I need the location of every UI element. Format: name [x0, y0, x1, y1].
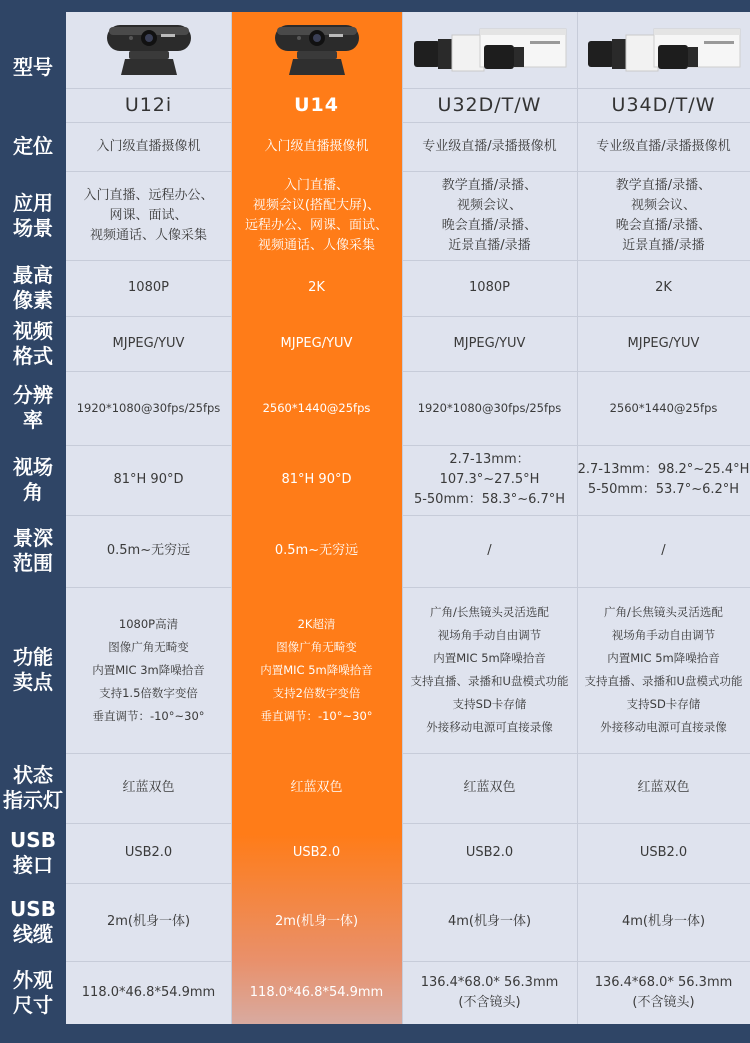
- header-band: [66, 0, 231, 12]
- cell-resolution: 1920*1080@30fps/25fps: [417, 401, 562, 415]
- row-label-indicator: 状态 指示灯: [3, 763, 63, 812]
- row-divider: [577, 515, 750, 516]
- row-divider: [402, 515, 577, 516]
- row-divider: [231, 316, 402, 317]
- row-divider: [402, 260, 577, 261]
- row-divider: [577, 445, 750, 446]
- row-divider: [231, 445, 402, 446]
- row-divider: [402, 171, 577, 172]
- row-divider: [577, 171, 750, 172]
- box-camera-image: [577, 12, 750, 88]
- cell-usb-cable: 2m(机身一体): [274, 914, 359, 929]
- row-divider: [66, 961, 231, 962]
- row-divider: [66, 753, 231, 754]
- cell-dof: 0.5m~无穷远: [106, 543, 191, 558]
- cell-fov: 2.7-13mm：107.3°~27.5°H 5-50mm：58.3°~6.7°H: [413, 452, 566, 507]
- row-label-dof: 景深 范围: [13, 526, 53, 575]
- row-divider: [577, 260, 750, 261]
- row-divider: [66, 371, 231, 372]
- cell-max-pixel: 2K: [308, 280, 325, 295]
- webcam-image: [66, 12, 231, 88]
- cell-size: 118.0*46.8*54.9mm: [249, 984, 384, 1000]
- row-label-usb-port: USB 接口: [10, 828, 56, 877]
- row-divider: [231, 753, 402, 754]
- cell-usb-port: USB2.0: [639, 845, 688, 860]
- row-divider: [402, 445, 577, 446]
- header-band: [231, 0, 402, 12]
- row-divider: [402, 823, 577, 824]
- cell-video-format: MJPEG/YUV: [453, 335, 526, 351]
- cell-indicator: 红蓝双色: [122, 780, 175, 795]
- row-divider: [66, 260, 231, 261]
- row-divider: [577, 88, 750, 89]
- cell-features: 1080P高清 图像广角无畸变 内置MIC 3m降噪拾音 支持1.5倍数字变倍 垂直调节：-10°~30°: [92, 616, 205, 723]
- row-divider: [66, 445, 231, 446]
- cell-usb-port: USB2.0: [465, 845, 514, 860]
- row-divider: [577, 883, 750, 884]
- cell-dof: 0.5m~无穷远: [274, 543, 359, 558]
- row-divider: [577, 823, 750, 824]
- product-column-u34dtw: [577, 0, 750, 1043]
- cell-model: U14: [294, 94, 339, 116]
- row-divider: [66, 823, 231, 824]
- row-divider: [577, 371, 750, 372]
- row-divider: [402, 371, 577, 372]
- row-label-size: 外观 尺寸: [13, 967, 53, 1017]
- row-label-usb-cable: USB 线缆: [10, 897, 56, 946]
- cell-video-format: MJPEG/YUV: [112, 335, 185, 351]
- cell-video-format: MJPEG/YUV: [627, 335, 700, 351]
- cell-size: 136.4*68.0* 56.3mm (不含镜头): [594, 974, 733, 1010]
- row-divider: [577, 316, 750, 317]
- product-column-u12i: [66, 0, 231, 1043]
- cell-positioning: 入门级直播摄像机: [96, 138, 201, 154]
- cell-usb-cable: 2m(机身一体): [106, 914, 191, 929]
- cell-scenarios: 教学直播/录播、 视频会议、 晚会直播/录播、 近景直播/录播: [441, 177, 538, 253]
- cell-resolution: 1920*1080@30fps/25fps: [76, 401, 221, 415]
- cell-resolution: 2560*1440@25fps: [609, 401, 718, 415]
- row-divider: [231, 587, 402, 588]
- row-divider: [577, 587, 750, 588]
- cell-positioning: 专业级直播/录播摄像机: [596, 138, 731, 154]
- cell-fov: 2.7-13mm：98.2°~25.4°H 5-50mm：53.7°~6.2°H: [577, 462, 750, 497]
- row-divider: [66, 883, 231, 884]
- row-divider: [231, 171, 402, 172]
- cell-size: 136.4*68.0* 56.3mm (不含镜头): [420, 974, 559, 1010]
- cell-positioning: 入门级直播摄像机: [264, 138, 369, 154]
- row-divider: [66, 316, 231, 317]
- row-divider: [66, 515, 231, 516]
- cell-fov: 81°H 90°D: [281, 472, 352, 487]
- header-band: [402, 0, 577, 12]
- row-divider: [402, 88, 577, 89]
- row-divider: [66, 122, 231, 123]
- cell-usb-port: USB2.0: [124, 845, 173, 860]
- cell-usb-cable: 4m(机身一体): [621, 914, 706, 929]
- row-divider: [402, 753, 577, 754]
- cell-dof: /: [487, 543, 492, 558]
- cell-scenarios: 入门直播、远程办公、 网课、面试、 视频通话、人像采集: [83, 187, 214, 243]
- cell-usb-port: USB2.0: [292, 845, 341, 860]
- cell-scenarios: 教学直播/录播、 视频会议、 晚会直播/录播、 近景直播/录播: [615, 177, 712, 253]
- cell-positioning: 专业级直播/录播摄像机: [422, 138, 557, 154]
- cell-features: 2K超清 图像广角无畸变 内置MIC 5m降噪拾音 支持2倍数字变倍 垂直调节：-10°~30°: [260, 616, 373, 723]
- webcam-image: [231, 12, 402, 88]
- row-divider: [66, 171, 231, 172]
- column-divider: [402, 12, 403, 1024]
- cell-max-pixel: 2K: [655, 280, 672, 295]
- bottom-band: [66, 1024, 750, 1043]
- cell-indicator: 红蓝双色: [463, 780, 516, 795]
- product-column-u32dtw: [402, 0, 577, 1043]
- box-camera-image: [402, 12, 577, 88]
- row-label-fov: 视场 角: [13, 455, 53, 504]
- row-divider: [402, 961, 577, 962]
- row-divider: [402, 316, 577, 317]
- row-label-resolution: 分辨 率: [13, 383, 53, 432]
- cell-features: 广角/长焦镜头灵活选配 视场角手动自由调节 内置MIC 5m降噪拾音 支持直播、录播和U盘模式功能 支持SD卡存储 外接移动电源可直接录像: [410, 605, 569, 734]
- cell-model: U12i: [124, 94, 173, 116]
- row-label-model: 型号: [13, 54, 53, 79]
- row-divider: [231, 883, 402, 884]
- row-divider: [231, 260, 402, 261]
- cell-dof: /: [661, 543, 666, 558]
- row-divider: [231, 122, 402, 123]
- row-divider: [231, 515, 402, 516]
- row-divider: [577, 753, 750, 754]
- row-divider: [66, 587, 231, 588]
- row-divider: [577, 961, 750, 962]
- row-divider: [402, 122, 577, 123]
- cell-fov: 81°H 90°D: [113, 472, 184, 487]
- row-label-features: 功能 卖点: [13, 645, 53, 694]
- cell-model: U32D/T/W: [437, 94, 542, 116]
- product-column-u14: [231, 0, 402, 1043]
- row-divider: [402, 587, 577, 588]
- cell-features: 广角/长焦镜头灵活选配 视场角手动自由调节 内置MIC 5m降噪拾音 支持直播、录播和U盘模式功能 支持SD卡存储 外接移动电源可直接录像: [584, 605, 743, 734]
- cell-size: 118.0*46.8*54.9mm: [81, 984, 216, 1000]
- cell-resolution: 2560*1440@25fps: [262, 401, 371, 415]
- cell-max-pixel: 1080P: [469, 280, 510, 295]
- row-divider: [231, 371, 402, 372]
- column-divider: [231, 12, 232, 1024]
- cell-indicator: 红蓝双色: [637, 780, 690, 795]
- row-label-max-pixel: 最高 像素: [13, 263, 53, 312]
- cell-indicator: 红蓝双色: [290, 780, 343, 795]
- row-label-video-format: 视频 格式: [13, 318, 53, 368]
- row-divider: [231, 961, 402, 962]
- row-label-positioning: 定位: [13, 134, 53, 158]
- row-divider: [402, 883, 577, 884]
- row-divider: [231, 88, 402, 89]
- cell-scenarios: 入门直播、 视频会议(搭配大屏)、 远程办公、网课、面试、 视频通话、人像采集: [244, 177, 388, 253]
- cell-video-format: MJPEG/YUV: [280, 335, 353, 351]
- column-divider: [577, 12, 578, 1024]
- row-divider: [577, 122, 750, 123]
- header-band: [577, 0, 750, 12]
- row-divider: [231, 823, 402, 824]
- cell-max-pixel: 1080P: [128, 280, 169, 295]
- row-label-column: [0, 0, 66, 1043]
- row-label-scenarios: 应用 场景: [13, 190, 53, 240]
- row-divider: [66, 88, 231, 89]
- cell-model: U34D/T/W: [611, 94, 716, 116]
- cell-usb-cable: 4m(机身一体): [447, 914, 532, 929]
